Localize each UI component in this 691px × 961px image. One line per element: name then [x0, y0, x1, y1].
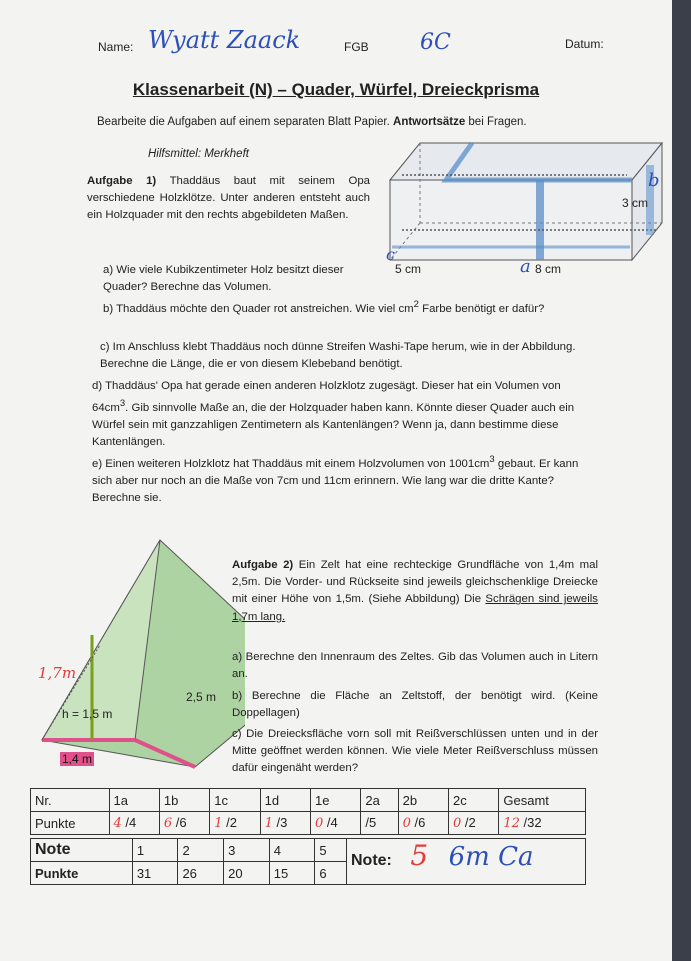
- table-cell: 20: [224, 862, 270, 885]
- table-cell: 2a: [361, 789, 398, 812]
- instructions: Bearbeite die Aufgaben auf einem separaten Blatt Papier. Antwortsätze bei Fragen.: [97, 116, 527, 128]
- tent-width-label: 1,4 m: [62, 752, 93, 766]
- table-cell: Punkte: [31, 862, 133, 885]
- page-title: Klassenarbeit (N) – Quader, Würfel, Dreieckprisma: [132, 80, 540, 99]
- table-cell: 1: [132, 839, 178, 862]
- task2-part-b: b) Berechne die Fläche an Zeltstoff, der benötigt wird. (Keine Doppellagen): [232, 690, 598, 720]
- table-row: [31, 839, 586, 862]
- table-cell: 6 /6: [159, 812, 209, 835]
- table-cell: 0 /2: [449, 812, 499, 835]
- table-cell: 15: [269, 862, 315, 885]
- table-cell: 31: [132, 862, 178, 885]
- table-cell: 0 /4: [311, 812, 361, 835]
- table-cell: 4 /4: [109, 812, 159, 835]
- length-label: 8 cm: [535, 262, 562, 276]
- grade-table: [30, 838, 586, 885]
- table-cell: 12 /32: [499, 812, 586, 835]
- table-cell: Punkte: [31, 812, 110, 835]
- date-label: Datum:: [565, 37, 604, 51]
- table-cell: /5: [361, 812, 398, 835]
- tent-height-label: h = 1,5 m: [62, 707, 113, 721]
- task1-part-a: a) Wie viele Kubikzentimeter Holz besitzt dieser Quader? Berechne das Volumen.: [103, 264, 344, 294]
- table-cell: 0 /6: [398, 812, 448, 835]
- aids-note: Hilfsmittel: Merkheft: [148, 148, 249, 160]
- table-cell: 1 /2: [210, 812, 260, 835]
- annotation-a: a: [520, 256, 531, 277]
- table-cell: 6: [315, 862, 347, 885]
- task2-part-a: a) Berechne den Innenraum des Zeltes. Gib das Volumen auch in Litern an.: [232, 651, 598, 681]
- height-label: 3 cm: [622, 196, 649, 210]
- task1-part-d: d) Thaddäus' Opa hat gerade einen anderen Holzklotz zugesägt. Dieser hat ein Volumen von $64cm^3$. Gib sinnvolle Maße an, die der Holzquader haben kann. Könnte dieser Quader auch ein Würfel sein mit ganzzahligen Zentimetern als Kantenlängen? Wenn ja, dann bestimme diese Kantenlängen.: [92, 380, 575, 449]
- annotation-b: b: [648, 170, 660, 191]
- task1-part-c: c) Im Anschluss klebt Thaddäus noch dünne Streifen Washi-Tape herum, wie in der Abbildung. Berechne die Länge, die er von diesem Klebeband benötigt.: [100, 341, 576, 371]
- table-cell: 2b: [398, 789, 448, 812]
- table-cell: 2c: [449, 789, 499, 812]
- table-cell: Nr.: [31, 789, 110, 812]
- task1-intro: Aufgabe 1) Thaddäus baut mit seinem Opa verschiedene Holzklötze. Unter anderen entsteht auch ein Holzquader mit den rechts abgebildeten Maßen.: [87, 175, 370, 222]
- tent-figure: [30, 535, 245, 775]
- table-cell: 5: [315, 839, 347, 862]
- grade-note-cell: Note: 5 6m Ca: [347, 839, 586, 885]
- table-cell: 1c: [210, 789, 260, 812]
- annotation-c: c: [386, 245, 395, 264]
- width-label: 5 cm: [395, 262, 422, 276]
- table-cell: 1 /3: [260, 812, 310, 835]
- points-table: [30, 788, 586, 835]
- table-cell: 2: [178, 839, 224, 862]
- task2-intro: Aufgabe 2) Ein Zelt hat eine rechteckige Grundfläche von 1,4m mal 2,5m. Die Vorder- und Rückseite sind jeweils gleichschenklige Dreiecke mit einer Höhe von 1,5m. (Siehe Abbildung) Die Schrägen sind jeweils 1,7m lang.: [232, 559, 599, 623]
- class-value: 6C: [420, 30, 451, 55]
- task1-part-e: e) Einen weiteren Holzklotz hat Thaddäus mit einem Holzvolumen von $1001cm^3$ gebaut. Er kann sich aber nur noch an die Maße von 7cm und 11cm erinnern. Wie lang war die dritte Kante? Berechne sie.: [92, 454, 579, 505]
- table-cell: 3: [224, 839, 270, 862]
- table-cell: 1a: [109, 789, 159, 812]
- school-label: FGB: [344, 40, 369, 54]
- table-cell: Gesamt: [499, 789, 586, 812]
- name-label: Name:: [98, 40, 134, 54]
- tent-annotation: 1,7m: [38, 664, 77, 682]
- table-cell: 1b: [159, 789, 209, 812]
- table-cell: 1e: [311, 789, 361, 812]
- table-row: [31, 812, 586, 835]
- task1-part-b: b) Thaddäus möchte den Quader rot anstreichen. Wie viel $cm^2$ Farbe benötigt er dafür?: [103, 299, 545, 315]
- table-cell: Note: [31, 839, 133, 862]
- table-cell: 4: [269, 839, 315, 862]
- table-cell: 1d: [260, 789, 310, 812]
- table-row: [31, 789, 586, 812]
- task2-part-c: c) Die Dreiecksfläche vorn soll mit Reißverschlüssen unten und in der Mitte geöffnet werden können. Wie viele Meter Reißverschluss müssen dafür eingenäht werden?: [232, 728, 598, 775]
- table-cell: 26: [178, 862, 224, 885]
- student-name: Wyatt Zaack: [148, 26, 301, 54]
- tent-length-label: 2,5 m: [186, 690, 217, 704]
